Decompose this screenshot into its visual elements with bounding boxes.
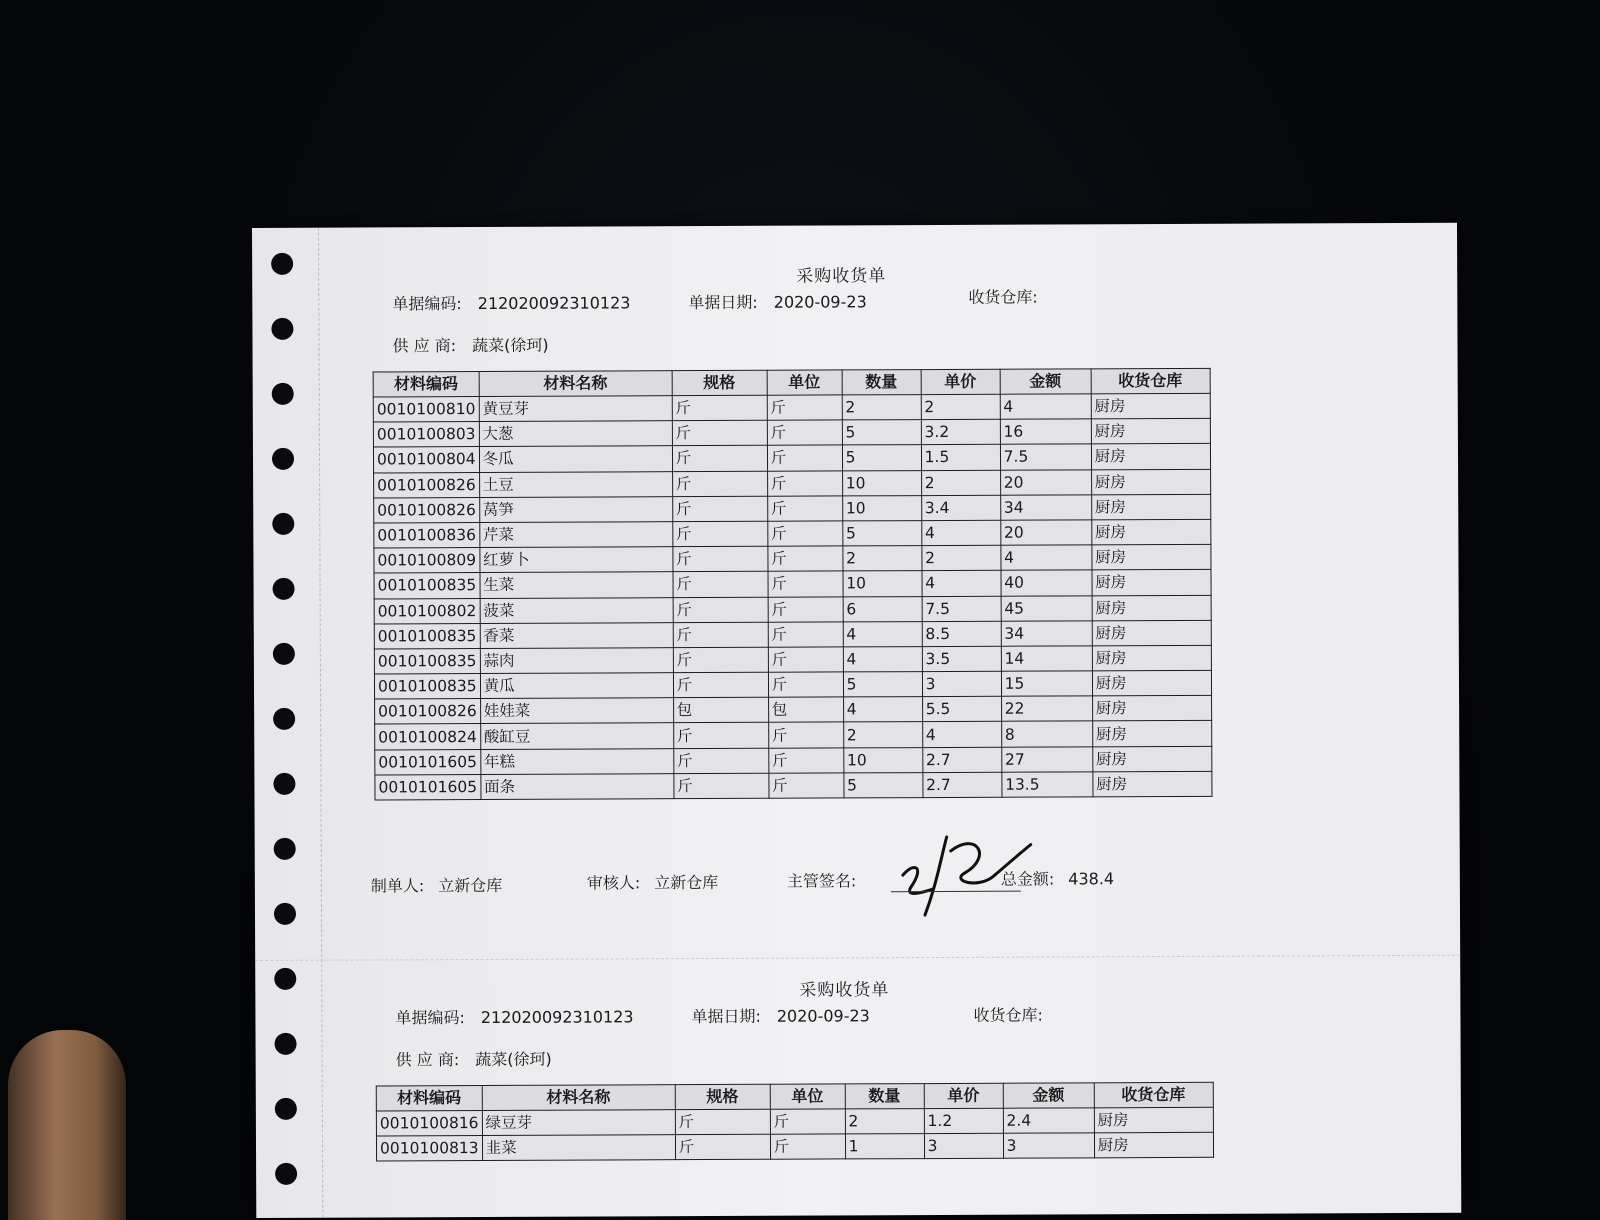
cell-unit: 包 [768,697,843,723]
cell-qty: 2 [843,546,922,572]
cell-warehouse: 厨房 [1091,393,1210,419]
cell-amount: 34 [1001,621,1092,647]
cell-amount: 2.4 [1003,1108,1094,1134]
cell-unit: 斤 [770,1134,845,1160]
col-header-warehouse: 收货仓库 [1094,1082,1213,1108]
warehouse-field [973,1002,1059,1025]
cell-qty: 10 [843,747,922,773]
supplier-value: 蔬菜(徐珂) [475,1050,552,1069]
cell-qty: 2 [843,722,922,748]
cell-amount: 14 [1001,646,1092,672]
feed-hole [271,253,293,275]
cell-warehouse: 厨房 [1094,1107,1213,1133]
cell-code: 0010100816 [376,1111,482,1137]
cell-spec: 斤 [673,672,768,698]
cell-price: 4 [921,520,1000,546]
cell-unit: 斤 [768,596,843,622]
col-header-price: 单价 [924,1083,1003,1108]
cell-price: 3.2 [921,419,1000,445]
maker-label: 制单人: [371,876,424,895]
cell-code: 0010100835 [374,648,480,674]
cell-qty: 6 [843,596,922,622]
col-header-code: 材料编码 [373,372,479,397]
cell-spec: 斤 [673,597,768,623]
thumb [8,1030,126,1220]
cell-price: 2 [921,394,1000,420]
cell-price: 3.5 [922,646,1001,672]
table-row [373,419,1210,448]
doc-date-field [691,1003,869,1027]
feed-hole [274,903,296,925]
cell-code: 0010101605 [375,774,481,800]
cell-code: 0010100835 [374,674,480,700]
table-row [374,519,1211,548]
cell-spec: 斤 [673,647,768,673]
doc-no-label: 单据编码: [392,294,461,313]
cell-name: 娃娃菜 [480,698,673,724]
feed-hole [273,643,295,665]
cell-warehouse: 厨房 [1092,620,1211,646]
cell-amount: 45 [1001,595,1092,621]
cell-code: 0010100813 [376,1136,482,1162]
cell-spec: 斤 [672,496,767,522]
feed-hole [275,1033,297,1055]
cell-name: 红萝卜 [480,547,673,573]
cell-amount: 40 [1001,570,1092,596]
col-header-code: 材料编码 [376,1086,482,1111]
col-header-unit: 单位 [767,370,842,395]
cell-unit: 斤 [767,420,842,446]
cell-code: 0010100803 [373,422,479,448]
cell-qty: 10 [843,571,922,597]
doc-date-value: 2020-09-23 [774,292,867,311]
table-header-row [373,368,1210,397]
cell-code: 0010100804 [373,447,479,473]
feed-hole [273,578,295,600]
cell-amount: 20 [1000,520,1091,546]
cell-amount: 13.5 [1002,772,1093,798]
cell-name: 酸缸豆 [480,723,673,749]
reviewer-label: 审核人: [587,873,640,892]
cell-unit: 斤 [770,1109,845,1135]
cell-name: 香菜 [480,622,673,648]
receipt-sheet-1 [318,223,1460,958]
table-row [374,469,1211,498]
doc-no-value: 212020092310123 [478,293,631,313]
warehouse-label: 收货仓库: [968,288,1037,307]
cell-warehouse: 厨房 [1094,1133,1213,1159]
feed-hole [272,513,294,535]
printed-form-paper [252,223,1461,1218]
supervisor-label: 主管签名: [787,871,856,890]
col-header-qty: 数量 [845,1084,924,1109]
table-row [374,670,1211,699]
cell-spec: 斤 [673,622,768,648]
cell-warehouse: 厨房 [1092,595,1211,621]
cell-qty: 10 [842,470,921,496]
cell-code: 0010100826 [375,699,481,725]
table-row [374,645,1211,674]
cell-spec: 斤 [672,395,767,421]
cell-warehouse: 厨房 [1092,721,1211,747]
cell-code: 0010100824 [375,724,481,750]
feed-hole [272,448,294,470]
feed-hole [273,708,295,730]
doc-no-label: 单据编码: [395,1008,464,1027]
cell-price: 2.7 [923,772,1002,798]
feed-hole [275,1163,297,1185]
cell-spec: 斤 [675,1134,770,1160]
cell-code: 0010100835 [374,573,480,599]
cell-price: 1.2 [924,1108,1003,1134]
feed-hole [272,383,294,405]
cell-spec: 斤 [672,471,767,497]
cell-price: 1.5 [921,445,1000,471]
cell-warehouse: 厨房 [1092,696,1211,722]
cell-price: 3 [924,1133,1003,1159]
tractor-feed-strip [252,228,323,1218]
cell-amount: 27 [1001,746,1092,772]
table-row [375,771,1212,800]
cell-price: 8.5 [922,621,1001,647]
table-row [375,721,1212,750]
supplier-label: 供 应 商: [396,1050,460,1069]
table-row [375,696,1212,725]
table-row [373,393,1210,422]
cell-name: 冬瓜 [479,446,672,472]
cell-unit: 斤 [768,647,843,673]
cell-name: 绿豆芽 [482,1110,675,1136]
supplier-label: 供 应 商: [392,336,456,355]
cell-amount: 22 [1001,696,1092,722]
cell-amount: 7.5 [1000,444,1091,470]
cell-warehouse: 厨房 [1092,645,1211,671]
cell-amount: 4 [1000,394,1091,420]
cell-name: 土豆 [479,471,672,497]
doc-no-value: 212020092310123 [481,1007,634,1027]
cell-spec: 斤 [673,748,768,774]
cell-name: 面条 [481,773,674,799]
cell-unit: 斤 [767,445,842,471]
cell-warehouse: 厨房 [1092,746,1211,772]
cell-qty: 5 [842,420,921,446]
cell-warehouse: 厨房 [1092,544,1211,570]
feed-hole [271,318,293,340]
reviewer-field [587,870,719,894]
cell-spec: 斤 [673,546,768,572]
items-table [376,1082,1214,1162]
feed-hole [274,838,296,860]
form-title: 采购收货单 [799,975,889,1000]
cell-price: 7.5 [922,596,1001,622]
cell-name: 黄豆芽 [479,396,672,422]
doc-date-field [688,289,866,313]
cell-warehouse: 厨房 [1093,771,1212,797]
cell-qty: 1 [845,1134,924,1160]
warehouse-field [968,285,1054,308]
cell-qty: 2 [842,395,921,421]
table-row [374,595,1211,624]
cell-qty: 5 [843,672,922,698]
table-row [374,544,1211,573]
cell-warehouse: 厨房 [1091,419,1210,445]
cell-price: 2.7 [922,747,1001,773]
cell-unit: 斤 [767,470,842,496]
cell-code: 0010101605 [375,749,481,775]
cell-warehouse: 厨房 [1091,444,1210,470]
cell-price: 5.5 [922,696,1001,722]
cell-name: 韭菜 [482,1135,675,1161]
cell-qty: 5 [842,445,921,471]
col-header-qty: 数量 [842,370,921,395]
doc-no-field [392,290,630,314]
cell-qty: 4 [843,646,922,672]
cell-spec: 斤 [673,723,768,749]
table-row [376,1133,1213,1162]
supplier-field [392,333,548,357]
table-row [374,494,1211,523]
cell-spec: 斤 [674,773,769,799]
cell-amount: 15 [1001,671,1092,697]
receipt-sheet-2 [321,955,1461,1220]
table-row [374,570,1211,599]
cell-unit: 斤 [769,773,844,799]
col-header-spec: 规格 [672,370,767,395]
cell-amount: 8 [1001,721,1092,747]
table-header-row [376,1082,1213,1111]
cell-unit: 斤 [768,748,843,774]
doc-no-field [395,1004,633,1028]
col-header-amount: 金额 [1003,1083,1094,1108]
cell-unit: 斤 [768,672,843,698]
cell-amount: 4 [1001,545,1092,571]
feed-hole [274,968,296,990]
cell-amount: 16 [1000,419,1091,445]
cell-code: 0010100810 [373,397,479,423]
cell-unit: 斤 [768,546,843,572]
cell-price: 2 [922,545,1001,571]
col-header-unit: 单位 [770,1084,845,1109]
reviewer-value: 立新仓库 [654,873,718,892]
cell-unit: 斤 [767,521,842,547]
cell-warehouse: 厨房 [1092,670,1211,696]
cell-qty: 5 [844,772,923,798]
cell-price: 4 [922,571,1001,597]
items-table [373,368,1212,801]
cell-unit: 斤 [767,496,842,522]
table-row [373,444,1210,473]
supplier-field [396,1047,552,1071]
cell-code: 0010100809 [374,548,480,574]
doc-date-value: 2020-09-23 [777,1006,870,1025]
cell-warehouse: 厨房 [1092,570,1211,596]
cell-name: 大葱 [479,421,672,447]
supplier-value: 蔬菜(徐珂) [472,336,549,355]
cell-spec: 斤 [672,521,767,547]
cell-warehouse: 厨房 [1091,469,1210,495]
cell-qty: 4 [843,697,922,723]
cell-amount: 20 [1000,469,1091,495]
cell-warehouse: 厨房 [1091,519,1210,545]
table-row [374,620,1211,649]
cell-qty: 2 [845,1109,924,1135]
total-label: 总金额: [1001,870,1054,889]
cell-price: 3.4 [921,495,1000,521]
col-header-name: 材料名称 [479,371,672,397]
feed-hole [273,773,295,795]
cell-price: 4 [922,722,1001,748]
cell-code: 0010100835 [374,623,480,649]
cell-warehouse: 厨房 [1091,494,1210,520]
cell-name: 蒜肉 [480,648,673,674]
cell-spec: 包 [673,698,768,724]
supervisor-field [787,868,857,891]
cell-name: 生菜 [480,572,673,598]
col-header-name: 材料名称 [482,1085,675,1111]
table-row [376,1107,1213,1136]
cell-name: 莴笋 [479,496,672,522]
cell-price: 3 [922,671,1001,697]
cell-name: 年糕 [480,748,673,774]
cell-code: 0010100836 [374,522,480,548]
total-value: 438.4 [1068,869,1114,888]
doc-date-label: 单据日期: [688,293,757,312]
cell-amount: 34 [1000,495,1091,521]
cell-unit: 斤 [768,622,843,648]
col-header-spec: 规格 [675,1084,770,1109]
cell-spec: 斤 [672,420,767,446]
cell-unit: 斤 [768,722,843,748]
cell-name: 菠菜 [480,597,673,623]
cell-unit: 斤 [767,395,842,421]
col-header-warehouse: 收货仓库 [1091,368,1210,394]
cell-spec: 斤 [672,446,767,472]
table-row [375,746,1212,775]
cell-name: 黄瓜 [480,673,673,699]
maker-field [371,873,503,897]
col-header-amount: 金额 [1000,369,1091,394]
cell-code: 0010100826 [374,497,480,523]
cell-name: 芹菜 [479,522,672,548]
doc-date-label: 单据日期: [691,1007,760,1026]
warehouse-label: 收货仓库: [973,1006,1042,1025]
cell-qty: 10 [842,495,921,521]
cell-qty: 4 [843,621,922,647]
cell-amount: 3 [1003,1133,1094,1159]
feed-hole [275,1098,297,1120]
cell-spec: 斤 [675,1109,770,1135]
cell-code: 0010100826 [374,472,480,498]
maker-value: 立新仓库 [438,876,502,895]
cell-qty: 5 [842,521,921,547]
cell-code: 0010100802 [374,598,480,624]
form-title: 采购收货单 [796,261,886,286]
col-header-price: 单价 [921,369,1000,394]
total-field [1001,866,1114,889]
cell-price: 2 [921,470,1000,496]
cell-unit: 斤 [768,571,843,597]
cell-spec: 斤 [673,572,768,598]
